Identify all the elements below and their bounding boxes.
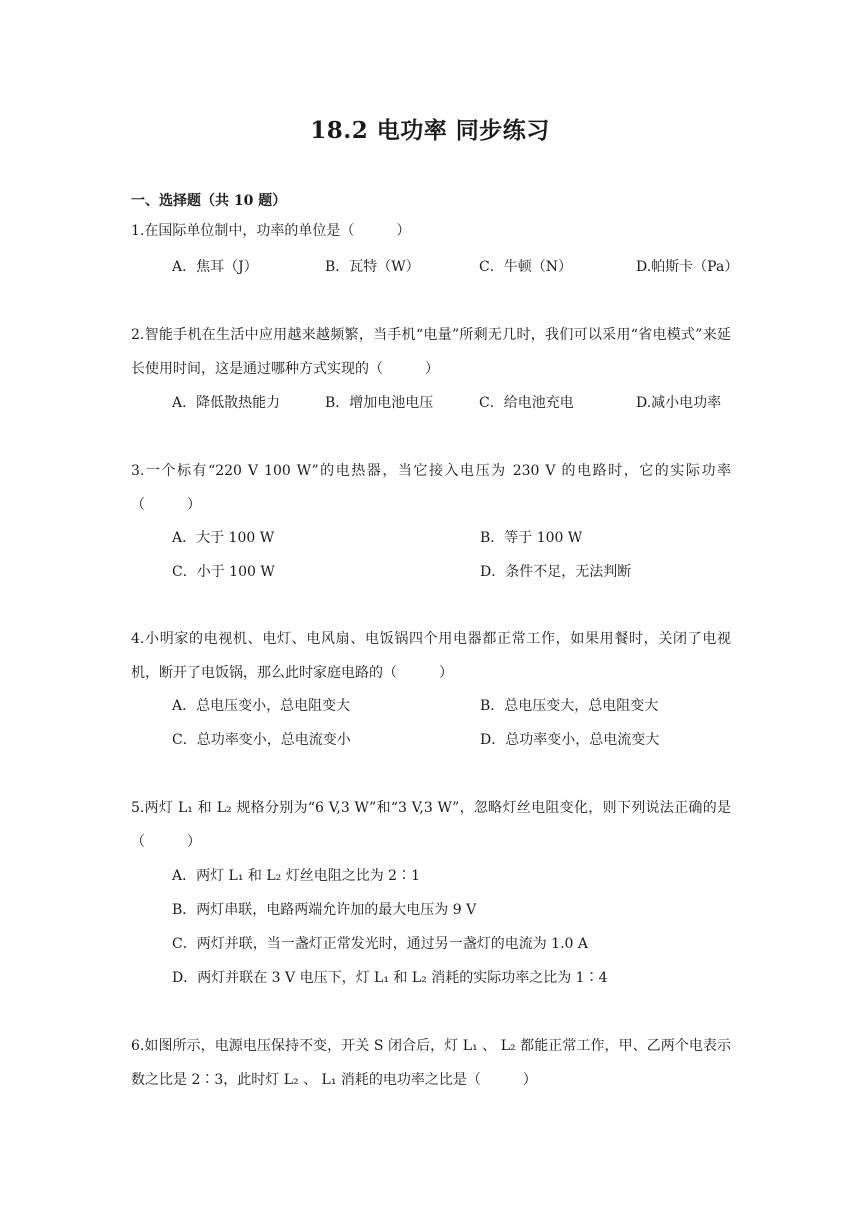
q3-option-a: A．大于 100 W xyxy=(172,530,275,546)
question-2 xyxy=(131,318,731,386)
section-heading: 一、选择题（共 10 题） xyxy=(131,193,287,209)
q2-option-b: B．增加电池电压 xyxy=(325,395,434,411)
question-6-stem: 6.如图所示，电源电压保持不变，开关 S 闭合后，灯 L₁ 、 L₂ 都能正常工作，甲、乙两个电表示数之比是 2∶3，此时灯 L₂ 、 L₁ 消耗的电功率之比是（ ） xyxy=(131,1038,731,1088)
q3-option-c: C．小于 100 W xyxy=(172,564,275,580)
question-3 xyxy=(131,454,731,522)
question-3-stem: 3.一个标有“220 V 100 W”的电热器，当它接入电压为 230 V 的电路时，它的实际功率（ ） xyxy=(131,463,731,513)
q2-option-d: D.减小电功率 xyxy=(636,395,722,411)
q2-option-c: C．给电池充电 xyxy=(479,395,574,411)
question-1-stem: 1.在国际单位制中，功率的单位是（ ） xyxy=(131,223,411,239)
q5-option-d: D．两灯并联在 3 V 电压下，灯 L₁ 和 L₂ 消耗的实际功率之比为 1∶4 xyxy=(172,970,608,986)
q4-option-a: A．总电压变小，总电阻变大 xyxy=(172,698,351,714)
question-2-stem: 2.智能手机在生活中应用越来越频繁，当手机“电量”所剩无几时，我们可以采用“省电模式”来延长使用时间，这是通过哪种方式实现的（ ） xyxy=(131,327,731,377)
q4-option-d: D．总功率变小，总电流变大 xyxy=(480,732,660,748)
q3-option-d: D．条件不足，无法判断 xyxy=(480,564,632,580)
question-5 xyxy=(131,791,731,859)
question-2-options xyxy=(172,386,732,420)
q5-option-a: A．两灯 L₁ 和 L₂ 灯丝电阻之比为 2∶1 xyxy=(172,868,420,884)
q1-option-c: C．牛顿（N） xyxy=(479,259,572,275)
question-4-stem: 4.小明家的电视机、电灯、电风扇、电饭锅四个用电器都正常工作，如果用餐时，关闭了电视机，断开了电饭锅，那么此时家庭电路的（ ） xyxy=(131,631,731,681)
q4-option-c: C．总功率变小，总电流变小 xyxy=(172,732,351,748)
q5-option-c: C．两灯并联，当一盏灯正常发光时，通过另一盏灯的电流为 1.0 A xyxy=(172,936,588,952)
question-1-options xyxy=(172,250,739,284)
q1-option-a: A．焦耳（J） xyxy=(172,259,258,275)
q2-option-a: A．降低散热能力 xyxy=(172,395,281,411)
q1-option-b: B．瓦特（W） xyxy=(325,259,420,275)
question-6 xyxy=(131,1029,731,1097)
page-title: 18.2 电功率 同步练习 xyxy=(310,117,550,144)
q1-option-d: D.帕斯卡（Pa） xyxy=(636,259,739,275)
q4-option-b: B．总电压变大，总电阻变大 xyxy=(480,698,659,714)
q3-option-b: B．等于 100 W xyxy=(480,530,583,546)
question-1 xyxy=(131,214,731,248)
question-5-stem: 5.两灯 L₁ 和 L₂ 规格分别为“6 V,3 W”和“3 V,3 W”，忽略灯丝电阻变化，则下列说法正确的是（ ） xyxy=(131,800,731,850)
q5-option-b: B．两灯串联，电路两端允许加的最大电压为 9 V xyxy=(172,902,477,918)
question-4 xyxy=(131,622,731,690)
